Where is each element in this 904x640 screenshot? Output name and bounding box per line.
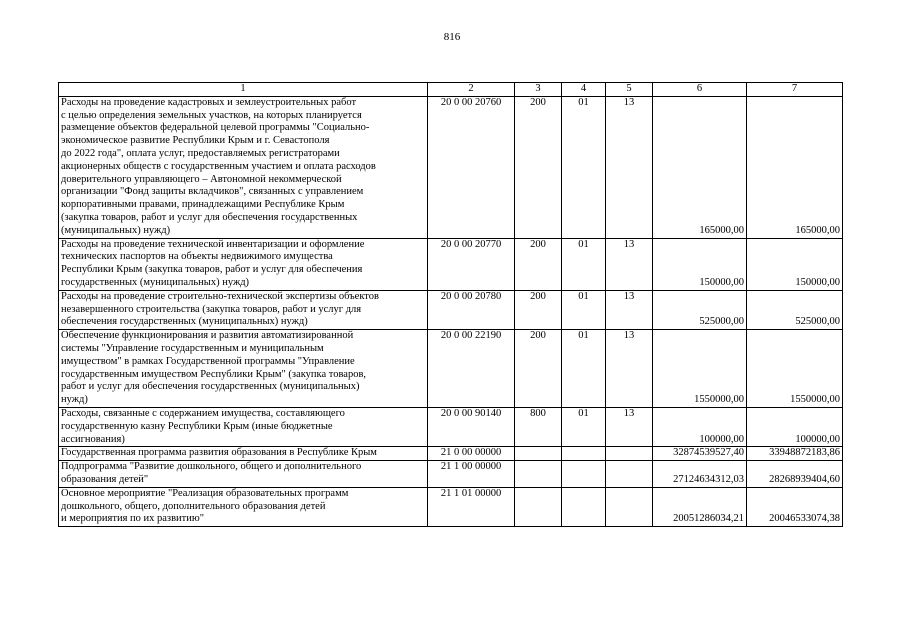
subsection-code [606,447,653,461]
target-article-code: 20 0 00 22190 [428,330,515,408]
amount-year-1: 32874539527,40 [653,447,747,461]
target-article-code: 20 0 00 20760 [428,96,515,238]
table-row [59,407,843,446]
table-row [59,238,843,290]
section-code: 01 [562,290,606,329]
target-article-code: 20 0 00 20770 [428,238,515,290]
column-header: 4 [562,83,606,97]
table-row [59,487,843,526]
expense-type-code: 200 [515,290,562,329]
row-description: Расходы на проведение строительно-технической экспертизы объектов незавершенного строительства (закупка товаров, работ и услуг для обеспечения государственных (муниципальных) нужд) [59,290,428,329]
amount-year-1: 1550000,00 [653,330,747,408]
target-article-code: 20 0 00 90140 [428,407,515,446]
section-code [562,487,606,526]
target-article-code: 21 1 00 00000 [428,461,515,488]
table-row [59,461,843,488]
subsection-code: 13 [606,290,653,329]
budget-table [58,82,843,527]
table-row [59,330,843,408]
row-description: Подпрограмма "Развитие дошкольного, общего и дополнительного образования детей" [59,461,428,488]
section-code: 01 [562,238,606,290]
amount-year-2: 33948872183,86 [747,447,843,461]
expense-type-code [515,461,562,488]
subsection-code: 13 [606,238,653,290]
section-code: 01 [562,330,606,408]
column-header: 2 [428,83,515,97]
amount-year-1: 165000,00 [653,96,747,238]
amount-year-1: 100000,00 [653,407,747,446]
amount-year-1: 20051286034,21 [653,487,747,526]
section-code: 01 [562,96,606,238]
expense-type-code: 200 [515,96,562,238]
amount-year-2: 525000,00 [747,290,843,329]
table-row [59,96,843,238]
amount-year-2: 20046533074,38 [747,487,843,526]
amount-year-2: 150000,00 [747,238,843,290]
target-article-code: 20 0 00 20780 [428,290,515,329]
column-header: 7 [747,83,843,97]
expense-type-code [515,447,562,461]
amount-year-2: 1550000,00 [747,330,843,408]
row-description: Расходы на проведение кадастровых и землеустроительных работ с целью определения земельных участков, на которых планируется размещение объектов федеральной целевой программы "Социально- экономическое развитие Республики Крым и г. Севастополя до 2022 года", оплата услуг, предоставляемых регистраторами акционерных обществ с государственным участием и оплата расходов доверительного управляющего – Автономной некоммерческой организации "Фонд защиты вкладчиков", связанных с управлением корпоративными правами, принадлежащими Республике Крым (закупка товаров, работ и услуг для обеспечения государственных (муниципальных) нужд) [59,96,428,238]
amount-year-2: 28268939404,60 [747,461,843,488]
column-header: 1 [59,83,428,97]
expense-type-code: 800 [515,407,562,446]
subsection-code [606,487,653,526]
section-code [562,447,606,461]
row-description: Расходы на проведение технической инвентаризации и оформление технических паспортов на объекты недвижимого имущества Республики Крым (закупка товаров, работ и услуг для обеспечения государственных (муниципальных) нужд) [59,238,428,290]
subsection-code: 13 [606,407,653,446]
subsection-code: 13 [606,96,653,238]
page-number: 816 [443,31,461,43]
expense-type-code: 200 [515,238,562,290]
table-row [59,447,843,461]
expense-type-code [515,487,562,526]
column-header: 6 [653,83,747,97]
amount-year-2: 165000,00 [747,96,843,238]
amount-year-1: 525000,00 [653,290,747,329]
table-row [59,290,843,329]
column-header: 5 [606,83,653,97]
section-code: 01 [562,407,606,446]
subsection-code: 13 [606,330,653,408]
amount-year-1: 27124634312,03 [653,461,747,488]
target-article-code: 21 1 01 00000 [428,487,515,526]
column-header-row [59,83,843,97]
row-description: Основное мероприятие "Реализация образовательных программ дошкольного, общего, дополнительного образования детей и мероприятия по их развитию" [59,487,428,526]
subsection-code [606,461,653,488]
amount-year-2: 100000,00 [747,407,843,446]
row-description: Государственная программа развития образования в Республике Крым [59,447,428,461]
expense-type-code: 200 [515,330,562,408]
row-description: Расходы, связанные с содержанием имущества, составляющего государственную казну Республики Крым (иные бюджетные ассигнования) [59,407,428,446]
amount-year-1: 150000,00 [653,238,747,290]
target-article-code: 21 0 00 00000 [428,447,515,461]
column-header: 3 [515,83,562,97]
section-code [562,461,606,488]
row-description: Обеспечение функционирования и развития автоматизированной системы "Управление государственным и муниципальным имуществом" в рамках Государственной программы "Управление государственным имуществом Республики Крым" (закупка товаров, работ и услуг для обеспечения государственных (муниципальных) нужд) [59,330,428,408]
